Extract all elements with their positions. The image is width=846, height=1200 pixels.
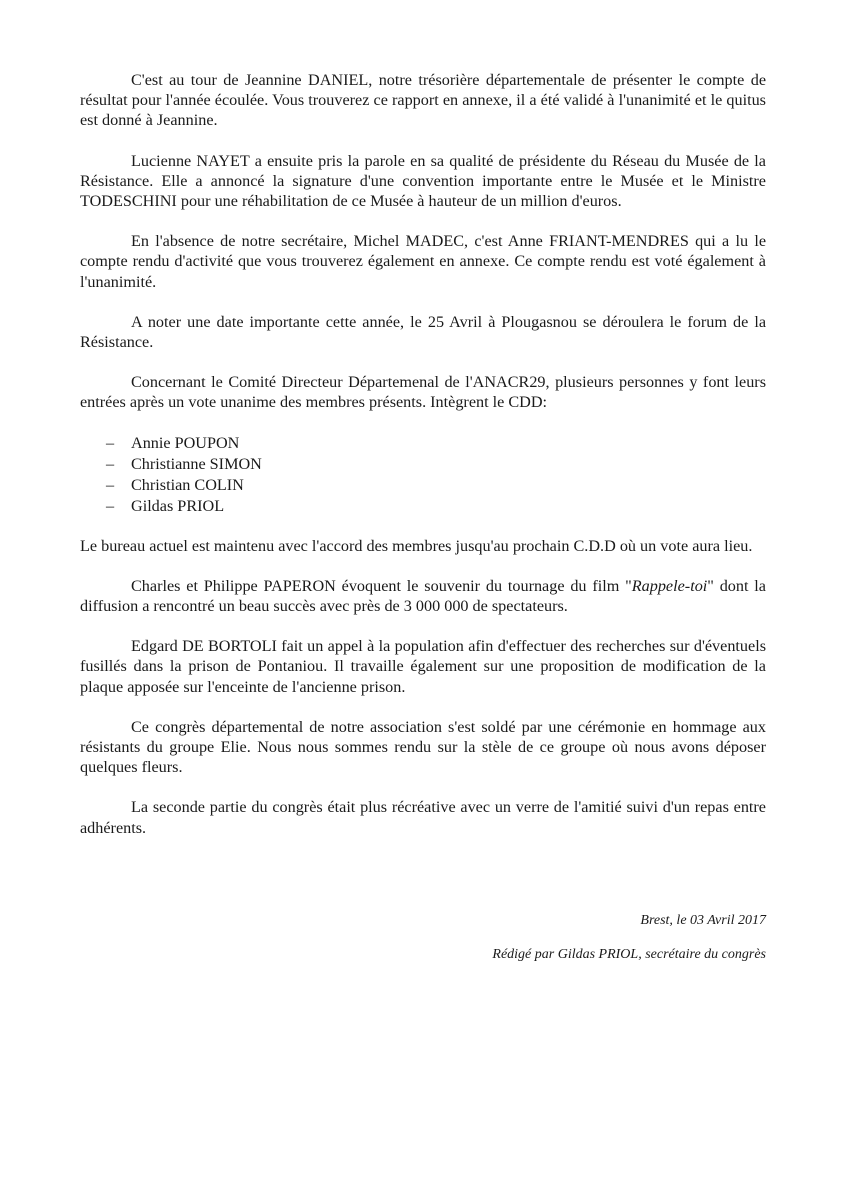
paragraph-forum-date: A noter une date importante cette année, le 25 Avril à Plougasnou se déroulera le forum de la Résistance. bbox=[80, 312, 766, 352]
paragraph-reception: La seconde partie du congrès était plus récréative avec un verre de l'amitié suivi d'un repas entre adhérents. bbox=[80, 798, 766, 837]
cdd-member-list bbox=[80, 433, 766, 517]
member-name: Annie POUPON bbox=[131, 433, 240, 452]
document-body bbox=[80, 70, 766, 858]
film-text-before: Charles et Philippe PAPERON évoquent le souvenir du tournage du film " bbox=[131, 576, 632, 595]
signature-author-line: Rédigé par Gildas PRIOL, secrétaire du congrès bbox=[492, 947, 766, 962]
signature-date-line: Brest, le 03 Avril 2017 bbox=[640, 913, 766, 928]
member-name: Gildas PRIOL bbox=[131, 496, 225, 515]
paragraph-museum-network: Lucienne NAYET a ensuite pris la parole en sa qualité de présidente du Réseau du Musée de la Résistance. Elle a annoncé la signature d'une convention importante entre le Musée et le Ministre TODESCHINI pour une réhabilitation de ce Musée à hauteur de un million d'euros. bbox=[80, 151, 766, 211]
list-item bbox=[80, 433, 766, 454]
member-name: Christianne SIMON bbox=[131, 454, 262, 473]
list-bullet: – bbox=[106, 475, 115, 494]
paragraph-bureau: Le bureau actuel est maintenu avec l'accord des membres jusqu'au prochain C.D.D où un vote aura lieu. bbox=[80, 536, 753, 555]
paragraph-cdd-intro: Concernant le Comité Directeur Départemenal de l'ANACR29, plusieurs personnes y font leurs entrées après un vote unanime des membres présents. Intègrent le CDD: bbox=[80, 373, 766, 412]
paragraph-film bbox=[80, 576, 766, 616]
list-bullet: – bbox=[106, 433, 115, 452]
list-item bbox=[80, 496, 766, 517]
film-text-after: " dont la diffusion a rencontré un beau succès avec près de 3 000 000 de spectateurs. bbox=[80, 576, 766, 616]
list-item bbox=[80, 454, 766, 475]
list-bullet: – bbox=[106, 496, 115, 515]
paragraph-pontaniou: Edgard DE BORTOLI fait un appel à la population afin d'effectuer des recherches sur d'éventuels fusillés dans la prison de Pontaniou. Il travaille également sur une proposition de modification de la plaque apposée sur l'enceinte de l'ancienne prison. bbox=[80, 637, 766, 696]
member-name: Christian COLIN bbox=[131, 475, 244, 494]
paragraph-ceremony: Ce congrès départemental de notre association s'est soldé par une cérémonie en hommage aux résistants du groupe Elie. Nous nous sommes rendu sur la stèle de ce groupe où nous avons déposer quelques fleurs. bbox=[80, 717, 766, 777]
film-title: Rappele-toi bbox=[631, 576, 708, 595]
paragraph-activity-report: En l'absence de notre secrétaire, Michel MADEC, c'est Anne FRIANT-MENDRES qui a lu le compte rendu d'activité que vous trouverez également en annexe. Ce compte rendu est voté également à l'unanimité. bbox=[80, 232, 766, 291]
paragraph-treasurer-report: C'est au tour de Jeannine DANIEL, notre trésorière départementale de présenter le compte de résultat pour l'année écoulée. Vous trouverez ce rapport en annexe, il a été validé à l'unanimité et le quitus est donné à Jeannine. bbox=[80, 71, 766, 130]
list-bullet: – bbox=[106, 454, 115, 473]
list-item bbox=[80, 475, 766, 496]
